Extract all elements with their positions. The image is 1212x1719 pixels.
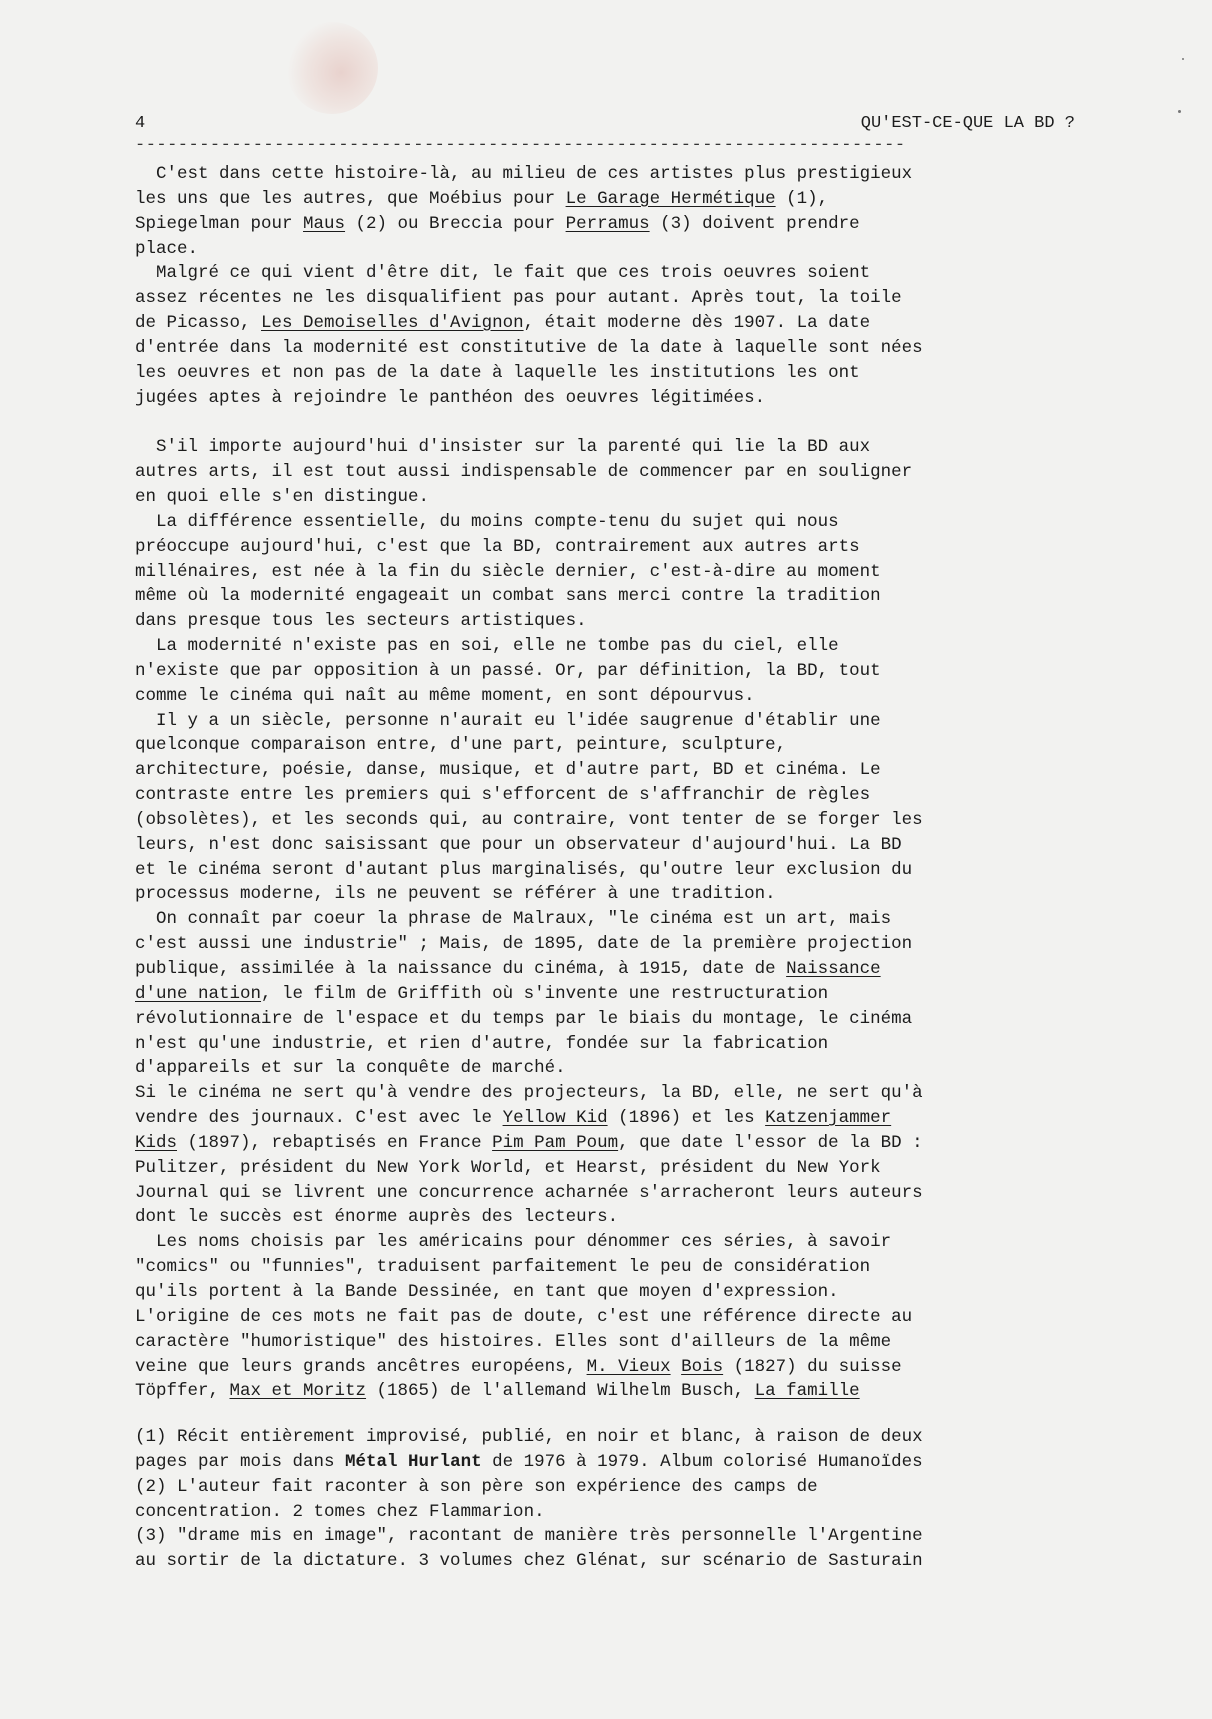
text-run: Pulitzer, président du New York World, et Hearst, président du New York [135, 1157, 881, 1178]
body-line [135, 733, 1080, 758]
body-line [135, 1355, 1080, 1380]
body-line [135, 982, 1080, 1007]
body-line [135, 1230, 1080, 1255]
underlined-title: La famille [754, 1381, 860, 1402]
body-line [135, 858, 1080, 883]
text-run: architecture, poésie, danse, musique, et d'autre part, BD et cinéma. Le [135, 760, 881, 781]
body-line [135, 758, 1080, 783]
body-line [135, 1056, 1080, 1081]
page-number: 4 [135, 114, 146, 133]
body-line [135, 435, 1080, 460]
underlined-title: d'une nation [135, 983, 262, 1004]
body-line [135, 261, 1080, 286]
paragraph-break [135, 410, 1080, 435]
body-line [135, 1032, 1080, 1057]
scan-speck [1182, 58, 1184, 60]
body-line [135, 783, 1080, 808]
text-run: vendre des journaux. C'est avec le [135, 1108, 503, 1129]
footnote-line [135, 1425, 1080, 1450]
underlined-title: M. Vieux [586, 1356, 671, 1377]
text-run: révolutionnaire de l'espace et du temps par le biais du montage, le cinéma [135, 1008, 913, 1029]
text-run: de 1976 à 1979. Album colorisé Humanoïdes [481, 1451, 923, 1472]
header-separator: ------------------------------------------------------------------------ [135, 136, 906, 155]
text-run: (1896) et les [607, 1108, 766, 1129]
library-stamp [286, 22, 378, 114]
underlined-title: Perramus [565, 213, 650, 234]
text-run: Malgré ce qui vient d'être dit, le fait que ces trois oeuvres soient [135, 263, 871, 284]
body-line [135, 1156, 1080, 1181]
body-line [135, 808, 1080, 833]
body-line [135, 907, 1080, 932]
bold-title: Métal Hurlant [345, 1451, 482, 1472]
text-run: les oeuvres et non pas de la date à laquelle les institutions les ont [135, 362, 860, 383]
body-line [135, 659, 1080, 684]
text-run: (1), [775, 188, 829, 209]
text-run: d'appareils et sur la conquête de marché. [135, 1058, 566, 1079]
text-run: leurs, n'est donc saisissant que pour un observateur d'aujourd'hui. La BD [135, 834, 902, 855]
body-line [135, 386, 1080, 411]
text-run: n'existe que par opposition à un passé. Or, par définition, la BD, tout [135, 660, 881, 681]
body-text [135, 162, 1080, 1404]
footnote-line [135, 1500, 1080, 1525]
text-run: comme le cinéma qui naît au même moment, en sont dépourvus. [135, 685, 755, 706]
underlined-title: Kids [135, 1132, 178, 1153]
body-line [135, 634, 1080, 659]
text-run: autres arts, il est tout aussi indispensable de commencer par en souligner [135, 462, 913, 483]
text-run: , que date l'essor de la BD : [618, 1132, 923, 1153]
body-line [135, 957, 1080, 982]
body-line [135, 584, 1080, 609]
text-run: contraste entre les premiers qui s'efforcent de s'affranchir de règles [135, 785, 871, 806]
text-run: caractère "humoristique" des histoires. Elles sont d'ailleurs de la même [135, 1331, 892, 1352]
body-line [135, 1131, 1080, 1156]
body-line [135, 212, 1080, 237]
body-line [135, 361, 1080, 386]
body-line [135, 1081, 1080, 1106]
body-line [135, 311, 1080, 336]
body-line [135, 684, 1080, 709]
text-run: Journal qui se livrent une concurrence acharnée s'arracheront leurs auteurs [135, 1182, 923, 1203]
text-run: n'est qu'une industrie, et rien d'autre, fondée sur la fabrication [135, 1033, 829, 1054]
text-run: pages par mois dans [135, 1451, 346, 1472]
text-run: les uns que les autres, que Moébius pour [135, 188, 566, 209]
body-line [135, 1379, 1080, 1404]
text-run: , le film de Griffith où s'invente une restructuration [261, 983, 829, 1004]
text-run: "comics" ou "funnies", traduisent parfaitement le peu de considération [135, 1257, 871, 1278]
text-run: La modernité n'existe pas en soi, elle ne tombe pas du ciel, elle [135, 636, 839, 657]
footnote-line [135, 1475, 1080, 1500]
text-run: Les noms choisis par les américains pour dénommer ces séries, à savoir [135, 1232, 892, 1253]
body-line [135, 187, 1080, 212]
body-line [135, 535, 1080, 560]
underlined-title: Max et Moritz [229, 1381, 367, 1402]
text-run: c'est aussi une industrie" ; Mais, de 1895, date de la première projection [135, 934, 913, 955]
body-line [135, 1280, 1080, 1305]
underlined-title: Pim Pam Poum [492, 1132, 619, 1153]
text-run: Si le cinéma ne sert qu'à vendre des projecteurs, la BD, elle, ne sert qu'à [135, 1083, 923, 1104]
text-run: concentration. 2 tomes chez Flammarion. [135, 1501, 545, 1522]
text-run: S'il importe aujourd'hui d'insister sur la parenté qui lie la BD aux [135, 437, 871, 458]
text-run: préoccupe aujourd'hui, c'est que la BD, contrairement aux autres arts [135, 536, 860, 557]
body-line [135, 1106, 1080, 1131]
text-run: place. [135, 238, 199, 259]
body-line [135, 336, 1080, 361]
text-run: en quoi elle s'en distingue. [135, 486, 430, 507]
text-run: On connaît par coeur la phrase de Malraux, "le cinéma est un art, mais [135, 909, 892, 930]
text-run: (1) Récit entièrement improvisé, publié, en noir et blanc, à raison de deux [135, 1427, 923, 1447]
body-line [135, 1305, 1080, 1330]
text-run: quelconque comparaison entre, d'une part, peinture, sculpture, [135, 735, 787, 756]
body-line [135, 932, 1080, 957]
body-line [135, 709, 1080, 734]
text-run: et le cinéma seront d'autant plus marginalisés, qu'outre leur exclusion du [135, 859, 913, 880]
text-run: veine que leurs grands ancêtres européens, [135, 1356, 587, 1377]
underlined-title: Naissance [786, 959, 881, 979]
text-run: C'est dans cette histoire-là, au milieu de ces artistes plus prestigieux [135, 164, 913, 184]
text-run: L'origine de ces mots ne fait pas de doute, c'est une référence directe au [135, 1306, 913, 1327]
text-run: Spiegelman pour [135, 213, 304, 234]
scan-speck [1178, 110, 1181, 113]
body-line [135, 560, 1080, 585]
body-line [135, 237, 1080, 262]
text-run: publique, assimilée à la naissance du cinéma, à 1915, date de [135, 959, 787, 979]
underlined-title: Katzenjammer [765, 1108, 892, 1129]
text-run: jugées aptes à rejoindre le panthéon des oeuvres légitimées. [135, 387, 766, 408]
text-run: Il y a un siècle, personne n'aurait eu l'idée saugrenue d'établir une [135, 710, 881, 731]
text-run: processus moderne, ils ne peuvent se référer à une tradition. [135, 884, 776, 905]
body-line [135, 162, 1080, 187]
text-run: au sortir de la dictature. 3 volumes chez Glénat, sur scénario de Sasturain [135, 1551, 923, 1572]
body-line [135, 609, 1080, 634]
text-run: Töpffer, [135, 1381, 230, 1402]
text-run: dans presque tous les secteurs artistiques. [135, 611, 587, 632]
footnote-line [135, 1450, 1080, 1475]
body-line [135, 1007, 1080, 1032]
underlined-title: Maus [303, 213, 346, 234]
underlined-title: Le Garage Hermétique [565, 188, 776, 209]
body-line [135, 882, 1080, 907]
text-run: (2) ou Breccia pour [345, 213, 566, 234]
text-run: de Picasso, [135, 313, 262, 334]
text-run: (1897), rebaptisés en France [177, 1132, 493, 1153]
body-line [135, 1330, 1080, 1355]
text-run: , était moderne dès 1907. La date [523, 313, 871, 334]
footnotes [135, 1425, 1080, 1574]
text-run: (obsolètes), et les seconds qui, au contraire, vont tenter de se forger les [135, 809, 923, 830]
text-run: (1865) de l'allemand Wilhelm Busch, [366, 1381, 755, 1402]
body-line [135, 1181, 1080, 1206]
underlined-title: Les Demoiselles d'Avignon [261, 313, 524, 334]
text-run: La différence essentielle, du moins compte-tenu du sujet qui nous [135, 511, 839, 532]
body-line [135, 1205, 1080, 1230]
text-run: millénaires, est née à la fin du siècle dernier, c'est-à-dire au moment [135, 561, 881, 582]
page-header [135, 114, 1075, 136]
body-line [135, 485, 1080, 510]
text-run: (2) L'auteur fait raconter à son père son expérience des camps de [135, 1476, 818, 1497]
footnote-line [135, 1549, 1080, 1574]
text-run: assez récentes ne les disqualifient pas pour autant. Après tout, la toile [135, 288, 902, 309]
text-run [671, 1357, 682, 1377]
body-line [135, 460, 1080, 485]
text-run: (3) "drame mis en image", racontant de manière très personnelle l'Argentine [135, 1526, 923, 1547]
text-run: d'entrée dans la modernité est constitutive de la date à laquelle sont nées [135, 337, 923, 358]
body-line [135, 833, 1080, 858]
text-run: (3) doivent prendre [649, 213, 860, 234]
text-run: qu'ils portent à la Bande Dessinée, en tant que moyen d'expression. [135, 1281, 839, 1302]
text-run: dont le succès est énorme auprès des lecteurs. [135, 1207, 619, 1228]
underlined-title: Yellow Kid [502, 1108, 608, 1129]
footnote-line [135, 1524, 1080, 1549]
underlined-title: Bois [681, 1356, 724, 1377]
body-line [135, 286, 1080, 311]
text-run: (1827) du suisse [723, 1356, 902, 1377]
text-run: même où la modernité engageait un combat sans merci contre la tradition [135, 586, 881, 607]
body-line [135, 510, 1080, 535]
running-title: QU'EST-CE-QUE LA BD ? [860, 114, 1075, 133]
body-line [135, 1255, 1080, 1280]
